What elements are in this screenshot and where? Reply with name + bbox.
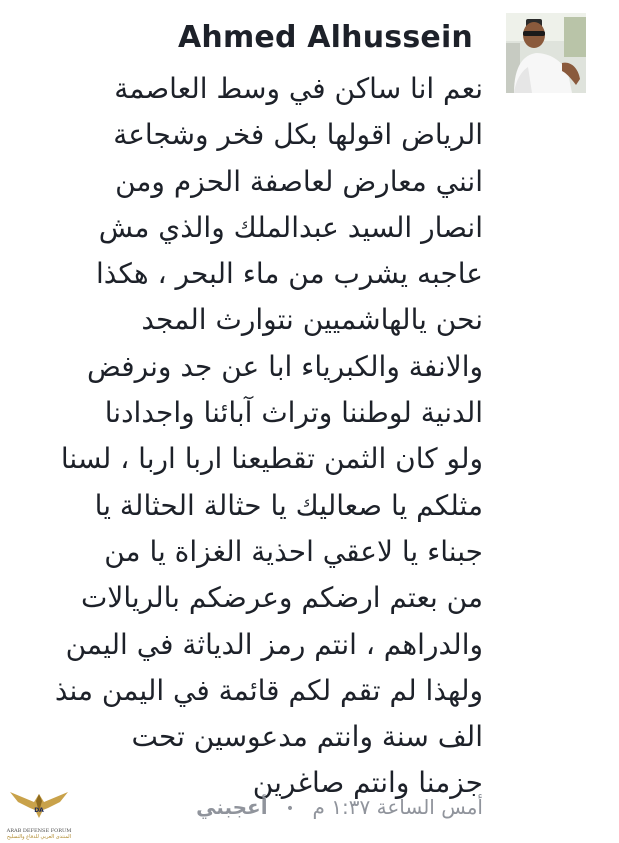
message-line: عاجبه يشرب من ماء البحر ، هكذا (95, 257, 483, 291)
avatar[interactable] (506, 13, 586, 93)
message-line: والانفة والكبرياء ابا عن جد ونرفض (86, 349, 483, 383)
svg-text:DA: DA (34, 807, 44, 814)
message-line: ولهذا لم تقم لكم قائمة في اليمن منذ (54, 673, 483, 707)
message-line: ولو كان الثمن تقطيعنا اربا اربا ، لسنا (60, 442, 483, 476)
message-line: نعم انا ساكن في وسط العاصمة (114, 72, 483, 105)
eagle-icon (4, 788, 74, 824)
message-line: جبناء يا لاعقي احذية الغزاة يا من (104, 534, 483, 568)
message-line: الف سنة وانتم مدعوسين تحت (131, 720, 483, 754)
message-line: من بعتم ارضكم وعرضكم بالريالات (81, 581, 483, 615)
message-line: انني معارض لعاصفة الحزم ومن (115, 164, 483, 198)
separator-dot: • (285, 800, 295, 817)
message-line: مثلكم يا صعاليك يا حثالة الحثالة يا (94, 488, 483, 522)
like-button[interactable]: أعجبني (196, 795, 268, 819)
message-line: الدنية لوطننا وتراث آبائنا واجدادنا (104, 396, 483, 430)
post-message (23, 66, 483, 807)
message-line: نحن يالهاشميين نتوارث المجد (141, 303, 483, 337)
message-line: جزمنا وانتم صاغرين (252, 766, 483, 800)
message-line: انصار السيد عبدالملك والذي مش (98, 210, 483, 244)
author-name[interactable]: Ahmed Alhussein (177, 20, 473, 55)
profile-photo (506, 13, 586, 93)
message-line: والدراهم ، انتم رمز الدياثة في اليمن (65, 627, 483, 661)
watermark-name: ARAB DEFENSE FORUM (6, 828, 72, 834)
message-line: الرياض اقولها بكل فخر وشجاعة (113, 118, 483, 152)
watermark-tagline: المنتدى العربي للدفاع والتسليح (6, 834, 72, 840)
post-meta (196, 792, 483, 824)
watermark-logo (4, 788, 74, 840)
timestamp[interactable]: أمس الساعة ١:٣٧ م (312, 795, 483, 819)
